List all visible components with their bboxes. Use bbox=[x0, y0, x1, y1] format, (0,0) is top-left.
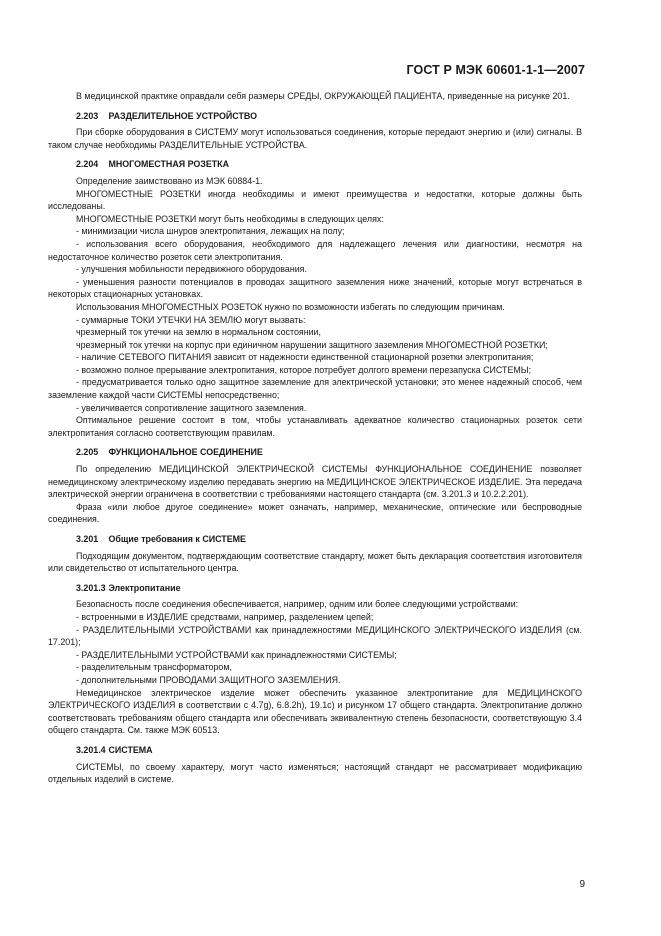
paragraph: СИСТЕМЫ, по своему характеру, могут часто изменяться; настоящий стандарт не рассматривает модификацию отдельных изделий в системе. bbox=[48, 761, 582, 785]
list-item: - суммарные ТОКИ УТЕЧКИ НА ЗЕМЛЮ могут вызвать: bbox=[76, 314, 306, 325]
list-item: - наличие СЕТЕВОГО ПИТАНИЯ зависит от надежности единственной стационарной розетки электропитания; bbox=[76, 352, 534, 363]
list-item: - улучшения мобильности передвижного оборудования. bbox=[76, 264, 307, 275]
section-title: Электропитание bbox=[108, 582, 181, 593]
list-item: - увеличивается сопротивление защитного заземления. bbox=[76, 402, 307, 413]
list-item: - РАЗДЕЛИТЕЛЬНЫМИ УСТРОЙСТВАМИ как принадлежностями МЕДИЦИНСКОГО ЭЛЕКТРИЧЕСКОГО ИЗДЕЛИЯ (см. 17.201); bbox=[48, 624, 582, 648]
list-item: - возможно полное прерывание электропитания, которое потребует долгого времени перезапуска СИСТЕМЫ; bbox=[76, 364, 532, 375]
section-heading bbox=[48, 582, 582, 595]
section-title: МНОГОМЕСТНАЯ РОЗЕТКА bbox=[108, 159, 230, 170]
paragraph: Подходящим документом, подтверждающим соответствие стандарту, может быть декларация соответствия изготовителя или свидетельство от испытательного центра. bbox=[48, 550, 582, 574]
paragraph: Немедицинское электрическое изделие может обеспечить указанное электропитание для МЕДИЦИНСКОГО ЭЛЕКТРИЧЕСКОГО ИЗДЕЛИЯ в соответствии с 4.7g), 6.8.2h), 19.1c) и рисунком 17 общего стандарта. Электропитание должно соответствовать требованиям общего стандарта или обеспечивать эквивалентную степень безопасности, соответствующую 3.4 общего стандарта. См. также МЭК 60513. bbox=[48, 687, 582, 736]
section-number: 3.201.3 bbox=[76, 582, 106, 593]
page-number: 9 bbox=[579, 879, 585, 890]
list-item: - встроенными в ИЗДЕЛИЕ средствами, например, разделением цепей; bbox=[76, 611, 374, 622]
section-heading bbox=[48, 533, 582, 546]
list-item: - минимизации числа шнуров электропитания, лежащих на полу; bbox=[76, 226, 345, 237]
section-title: ФУНКЦИОНАЛЬНОЕ СОЕДИНЕНИЕ bbox=[108, 447, 263, 458]
section-number: 3.201.4 bbox=[76, 744, 106, 755]
paragraph: чрезмерный ток утечки на корпус при единичном нарушении защитного заземления МНОГОМЕСТНОЙ РОЗЕТКИ; bbox=[76, 339, 548, 350]
standard-header: ГОСТ Р МЭК 60601-1-1—2007 bbox=[406, 63, 585, 77]
paragraph: Безопасность после соединения обеспечивается, например, одним или более следующими устройствами: bbox=[76, 599, 519, 610]
list-item: - предусматривается только одно защитное заземление для электрической установки; это менее надежный способ, чем заземление каждой части СИСТЕМЫ непосредственно; bbox=[48, 377, 582, 401]
paragraph: Определение заимствовано из МЭК 60884-1. bbox=[76, 175, 263, 186]
section-heading bbox=[48, 744, 582, 757]
paragraph: чрезмерный ток утечки на землю в нормальном состоянии, bbox=[76, 327, 321, 338]
paragraph: Фраза «или любое другое соединение» может означать, например, механические, оптические или беспроводные соединения. bbox=[48, 501, 582, 525]
section-number: 3.201 bbox=[76, 534, 99, 544]
list-item: - РАЗДЕЛИТЕЛЬНЫМИ УСТРОЙСТВАМИ как принадлежностями СИСТЕМЫ; bbox=[76, 649, 397, 660]
list-item: - дополнительными ПРОВОДАМИ ЗАЩИТНОГО ЗАЗЕМЛЕНИЯ. bbox=[76, 674, 341, 685]
section-heading bbox=[48, 446, 582, 459]
paragraph: Использования МНОГОМЕСТНЫХ РОЗЕТОК нужно по возможности избегать по следующим причинам. bbox=[76, 301, 505, 312]
section-heading bbox=[48, 110, 582, 123]
paragraph: МНОГОМЕСТНЫЕ РОЗЕТКИ иногда необходимы и имеют преимущества и недостатки, которые должны быть исследованы. bbox=[48, 188, 582, 212]
section-number: 2.203 bbox=[76, 110, 99, 121]
paragraph: По определению МЕДИЦИНСКОЙ ЭЛЕКТРИЧЕСКОЙ СИСТЕМЫ ФУНКЦИОНАЛЬНОЕ СОЕДИНЕНИЕ позволяет немедицинскому электрическому изделию передавать энергию на МЕДИЦИНСКОЕ ЭЛЕКТРИЧЕСКОЕ ИЗДЕЛИЕ. Эта передача электрической энергии ограничена в соответствии с требованиями настоящего стандарта (см. 3.201.3 и 10.2.2.201). bbox=[48, 464, 582, 500]
paragraph: Оптимальное решение состоит в том, чтобы устанавливать адекватное количество стационарных розеток сети электропитания согласно соответствующим правилам. bbox=[48, 415, 582, 438]
list-item: - уменьшения разности потенциалов в проводах защитного заземления ниже значений, которые могут встречаться в некоторых стационарных установках. bbox=[48, 276, 582, 300]
list-item: - разделительным трансформатором, bbox=[76, 662, 232, 673]
page-content bbox=[48, 90, 582, 786]
paragraph: МНОГОМЕСТНЫЕ РОЗЕТКИ могут быть необходимы в следующих целях: bbox=[76, 213, 384, 224]
paragraph: При сборке оборудования в СИСТЕМУ могут использоваться соединения, которые передают энергию и (или) сигналы. В таком случае необходимы РАЗДЕЛИТЕЛЬНЫЕ УСТРОЙСТВА. bbox=[48, 127, 582, 150]
section-title: СИСТЕМА bbox=[108, 744, 153, 755]
section-number: 2.204 bbox=[76, 159, 99, 170]
section-title: РАЗДЕЛИТЕЛЬНОЕ УСТРОЙСТВО bbox=[108, 110, 257, 121]
paragraph: В медицинской практике оправдали себя размеры СРЕДЫ, ОКРУЖАЮЩЕЙ ПАЦИЕНТА, приведенные на рисунке 201. bbox=[76, 91, 570, 101]
section-heading bbox=[48, 158, 582, 171]
section-number: 2.205 bbox=[76, 447, 99, 458]
section-title: Общие требования к СИСТЕМЕ bbox=[108, 534, 246, 544]
list-item: - использования всего оборудования, необходимого для надлежащего лечения или диагностики, несмотря на недостаточное количество розеток сети электропитания. bbox=[48, 238, 582, 262]
